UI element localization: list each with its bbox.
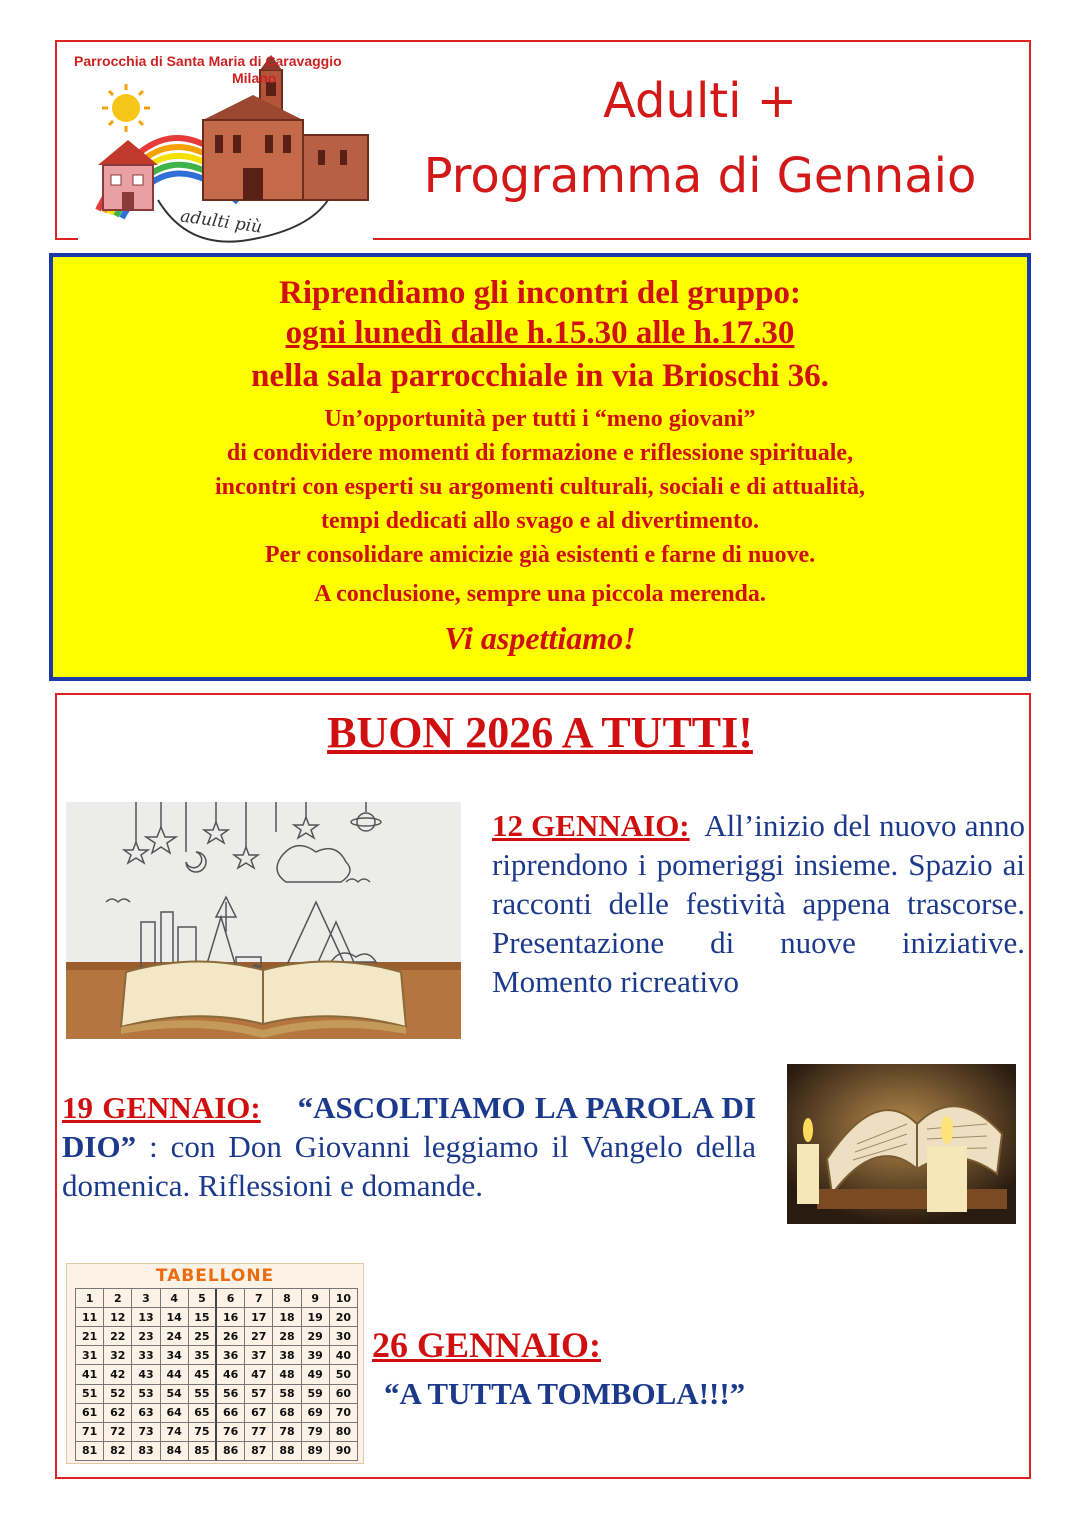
- tombola-number: 13: [132, 1308, 160, 1327]
- tombola-number: 39: [302, 1346, 330, 1365]
- tombola-number: 54: [161, 1385, 189, 1404]
- tombola-number: 64: [161, 1404, 189, 1423]
- tombola-number: 27: [245, 1327, 273, 1346]
- tombola-number: 1: [76, 1289, 104, 1308]
- tombola-number: 82: [104, 1442, 132, 1461]
- event-26-date: 26 GENNAIO:: [372, 1325, 602, 1365]
- tombola-number: 87: [245, 1442, 273, 1461]
- announcement-schedule: ogni lunedì dalle h.15.30 alle h.17.30: [285, 315, 795, 351]
- announcement-body-line: tempi dedicati allo svago e al divertimento.: [321, 508, 759, 534]
- tombola-number: 25: [189, 1327, 217, 1346]
- tombola-board: [66, 1263, 364, 1464]
- event-12-gennaio: [492, 806, 1025, 1001]
- tombola-number: 12: [104, 1308, 132, 1327]
- tombola-number: 42: [104, 1365, 132, 1384]
- tombola-number: 56: [217, 1385, 245, 1404]
- tombola-grid: [75, 1288, 358, 1461]
- tombola-number: 57: [245, 1385, 273, 1404]
- tombola-number: 90: [330, 1442, 358, 1461]
- tombola-number: 28: [273, 1327, 301, 1346]
- tombola-number: 75: [189, 1423, 217, 1442]
- title-line-2: Programma di Gennaio: [423, 148, 977, 204]
- tombola-number: 8: [273, 1289, 301, 1308]
- tombola-number: 17: [245, 1308, 273, 1327]
- tombola-number: 19: [302, 1308, 330, 1327]
- announcement-merenda: A conclusione, sempre una piccola merenda.: [314, 581, 766, 607]
- tombola-number: 89: [302, 1442, 330, 1461]
- tombola-board-title: TABELLONE: [155, 1266, 275, 1286]
- tombola-number: 83: [132, 1442, 160, 1461]
- tombola-number: 79: [302, 1423, 330, 1442]
- announcement-body-line: di condividere momenti di formazione e riflessione spirituale,: [226, 440, 854, 466]
- tombola-number: 81: [76, 1442, 104, 1461]
- event-19-gennaio: [62, 1088, 756, 1205]
- page-title: [380, 64, 1020, 214]
- tombola-number: 58: [273, 1385, 301, 1404]
- tombola-number: 20: [330, 1308, 358, 1327]
- tombola-number: 86: [217, 1442, 245, 1461]
- tombola-number: 55: [189, 1385, 217, 1404]
- tombola-number: 70: [330, 1404, 358, 1423]
- tombola-number: 73: [132, 1423, 160, 1442]
- tombola-number: 72: [104, 1423, 132, 1442]
- event-19-title: “ASCOLTIAMO LA PAROLA DI DIO”: [62, 1090, 757, 1164]
- tombola-number: 61: [76, 1404, 104, 1423]
- tombola-number: 59: [302, 1385, 330, 1404]
- tombola-number: 41: [76, 1365, 104, 1384]
- tombola-number: 50: [330, 1365, 358, 1384]
- tombola-number: 48: [273, 1365, 301, 1384]
- tombola-number: 18: [273, 1308, 301, 1327]
- tombola-number: 33: [132, 1346, 160, 1365]
- tombola-number: 29: [302, 1327, 330, 1346]
- tombola-number: 5: [189, 1289, 217, 1308]
- tombola-number: 60: [330, 1385, 358, 1404]
- tombola-number: 30: [330, 1327, 358, 1346]
- tombola-number: 3: [132, 1289, 160, 1308]
- tombola-number: 76: [217, 1423, 245, 1442]
- announcement-body-line: Per consolidare amicizie già esistenti e farne di nuove.: [264, 542, 816, 568]
- tombola-number: 15: [189, 1308, 217, 1327]
- tombola-number: 4: [161, 1289, 189, 1308]
- event-12-text: All’inizio del nuovo anno riprendono i pomeriggi insieme. Spazio ai racconti delle festività appena trascorse. Presentazione di nuove iniziative. Momento ricreativo: [492, 808, 1026, 999]
- tombola-number: 74: [161, 1423, 189, 1442]
- event-12-date: 12 GENNAIO:: [492, 808, 690, 843]
- tombola-number: 6: [217, 1289, 245, 1308]
- tombola-number: 44: [161, 1365, 189, 1384]
- tombola-number: 51: [76, 1385, 104, 1404]
- tombola-number: 69: [302, 1404, 330, 1423]
- announcement-body-line: Un’opportunità per tutti i “meno giovani”: [324, 406, 756, 432]
- tombola-number: 52: [104, 1385, 132, 1404]
- tombola-number: 21: [76, 1327, 104, 1346]
- tombola-number: 10: [330, 1289, 358, 1308]
- tombola-number: 23: [132, 1327, 160, 1346]
- tombola-number: 26: [217, 1327, 245, 1346]
- event-26-title: “A TUTTA TOMBOLA!!!”: [384, 1376, 746, 1411]
- title-line-1: Adulti +: [603, 73, 797, 129]
- tombola-number: 16: [217, 1308, 245, 1327]
- tombola-number: 32: [104, 1346, 132, 1365]
- tombola-number: 35: [189, 1346, 217, 1365]
- tombola-number: 34: [161, 1346, 189, 1365]
- tombola-number: 31: [76, 1346, 104, 1365]
- tombola-number: 65: [189, 1404, 217, 1423]
- tombola-number: 77: [245, 1423, 273, 1442]
- tombola-number: 53: [132, 1385, 160, 1404]
- tombola-number: 84: [161, 1442, 189, 1461]
- announcement-line-1: Riprendiamo gli incontri del gruppo:: [279, 275, 801, 311]
- tombola-number: 85: [189, 1442, 217, 1461]
- tombola-number: 40: [330, 1346, 358, 1365]
- tombola-number: 7: [245, 1289, 273, 1308]
- bible-candles-picture: [787, 1064, 1016, 1224]
- tombola-number: 2: [104, 1289, 132, 1308]
- tombola-number: 9: [302, 1289, 330, 1308]
- tombola-number: 62: [104, 1404, 132, 1423]
- tombola-number: 67: [245, 1404, 273, 1423]
- announcement-closing: Vi aspettiamo!: [444, 620, 636, 656]
- event-19-date: 19 GENNAIO:: [62, 1090, 261, 1125]
- tombola-number: 38: [273, 1346, 301, 1365]
- tombola-number: 68: [273, 1404, 301, 1423]
- tombola-number: 36: [217, 1346, 245, 1365]
- tombola-number: 80: [330, 1423, 358, 1442]
- tombola-number: 46: [217, 1365, 245, 1384]
- tombola-number: 37: [245, 1346, 273, 1365]
- tombola-number: 45: [189, 1365, 217, 1384]
- tombola-number: 47: [245, 1365, 273, 1384]
- logo-parish-name: Parrocchia di Santa Maria di Caravaggio: [74, 53, 342, 69]
- event-19-text: : con Don Giovanni leggiamo il Vangelo della domenica. Riflessioni e domande.: [62, 1129, 756, 1203]
- tombola-number: 71: [76, 1423, 104, 1442]
- announcement-body-line: incontri con esperti su argomenti culturali, sociali e di attualità,: [215, 474, 865, 500]
- program-heading: BUON 2026 A TUTTI!: [327, 708, 753, 757]
- tombola-number: 11: [76, 1308, 104, 1327]
- announcement-box: [49, 253, 1031, 681]
- tombola-number: 88: [273, 1442, 301, 1461]
- tombola-number: 14: [161, 1308, 189, 1327]
- tombola-number: 66: [217, 1404, 245, 1423]
- tombola-number: 43: [132, 1365, 160, 1384]
- tombola-number: 78: [273, 1423, 301, 1442]
- announcement-body: [53, 402, 1027, 572]
- logo-tagline: adulti più: [179, 206, 264, 238]
- tombola-number: 49: [302, 1365, 330, 1384]
- logo-city: Milano: [232, 70, 277, 86]
- tombola-number: 24: [161, 1327, 189, 1346]
- tombola-number: 22: [104, 1327, 132, 1346]
- announcement-location: nella sala parrocchiale in via Brioschi 36.: [251, 358, 829, 394]
- open-book-picture: [66, 802, 461, 1039]
- tombola-number: 63: [132, 1404, 160, 1423]
